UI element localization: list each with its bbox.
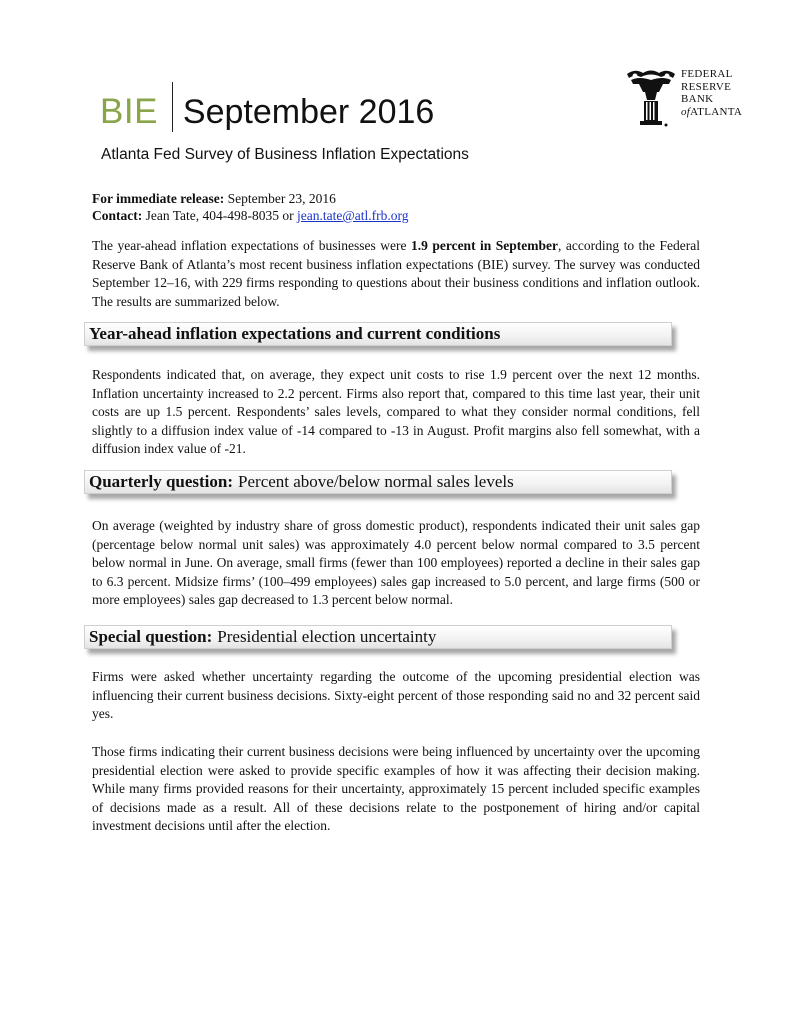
section-title-bold: Year-ahead inflation expectations and current conditions [89, 324, 501, 343]
current-conditions-paragraph: Respondents indicated that, on average, they expect unit costs to rise 1.9 percent over the next 12 months. Inflation uncertainty increased to 2.2 percent. Firms also report that, compared to this time last year, their unit costs are up 1.5 percent. Respondents’ sales levels, compared to what they consider normal conditions, fell slightly to a diffusion index value of -14 compared to -13 in August. Profit margins also fell somewhat, with a diffusion index value of -21. [92, 367, 700, 456]
frb-atlanta-logo [625, 68, 755, 130]
intro-text-start: The year-ahead inflation expectations of businesses were [92, 238, 411, 253]
logo-line-federal: FEDERAL [681, 68, 733, 80]
logo-city: ATLANTA [690, 105, 743, 118]
release-date-line [92, 190, 409, 207]
document-subtitle: Atlanta Fed Survey of Business Inflation Expectations [101, 146, 469, 163]
special-question-paragraph-1: Firms were asked whether uncertainty regarding the outcome of the upcoming presidential election was influencing their current business decisions. Sixty-eight percent of those responding said no and 32 percent said yes. [92, 669, 700, 721]
intro-paragraph [92, 237, 700, 311]
brand-title: BIE [100, 92, 158, 131]
logo-of: of [681, 105, 691, 118]
contact-line [92, 207, 409, 224]
logo-line-bank: BANK [681, 93, 714, 105]
eagle-column-icon [625, 68, 677, 128]
contact-label: Contact: [92, 208, 143, 223]
logo-wordmark [681, 68, 742, 118]
section-header-quarterly-question [84, 470, 672, 494]
section-title-rest: Presidential election uncertainty [217, 627, 437, 646]
release-date-label: For immediate release: [92, 191, 225, 206]
special-question-paragraph-2: Those firms indicating their current business decisions were being influenced by uncertainty over the upcoming presidential election were asked to provide specific examples of how it was affecting their decision making. While many firms provided reasons for their uncertainty, approximately 15 percent included specific examples of decisions made as a result. All of these decisions relate to the postponement of hiring and/or capital investment decisions until after the election. [92, 744, 700, 833]
header-divider [172, 82, 173, 132]
section-title-bold: Quarterly question: [89, 472, 234, 491]
section-header-special-question [84, 625, 672, 649]
logo-line-atlanta [681, 106, 742, 119]
intro-text-end: , according to the Federal Reserve Bank of Atlanta’s most recent business inflation expectations (BIE) survey. The survey was conducted September 12–16, with 229 firms responding to questions about their business conditions and inflation outlook. The results are summarized below. [92, 238, 701, 309]
section-header-current-conditions [84, 322, 672, 346]
release-info [92, 190, 409, 224]
section-title-rest: Percent above/below normal sales levels [238, 472, 514, 491]
logo-line-reserve: RESERVE [681, 80, 732, 93]
intro-highlight: 1.9 percent in September [410, 238, 559, 253]
month-title: September 2016 [182, 93, 435, 131]
contact-value: Jean Tate, 404-498-8035 or [145, 208, 294, 223]
quarterly-question-paragraph: On average (weighted by industry share of gross domestic product), respondents indicated their unit sales gap (percentage below normal unit sales) was approximately 4.0 percent below normal compared to 3.5 percent below normal in June. On average, small firms (fewer than 100 employees) reported a decline in their sales gap to 6.3 percent. Midsize firms’ (100–499 employees) sales gap increased to 5.0 percent, and large firms (500 or more employees) sales gap decreased to 1.3 percent below normal. [92, 518, 700, 607]
document-header [100, 80, 434, 132]
contact-email-link[interactable]: jean.tate@atl.frb.org [297, 208, 409, 223]
section-title-bold: Special question: [89, 627, 213, 646]
release-date-value: September 23, 2016 [227, 191, 336, 206]
